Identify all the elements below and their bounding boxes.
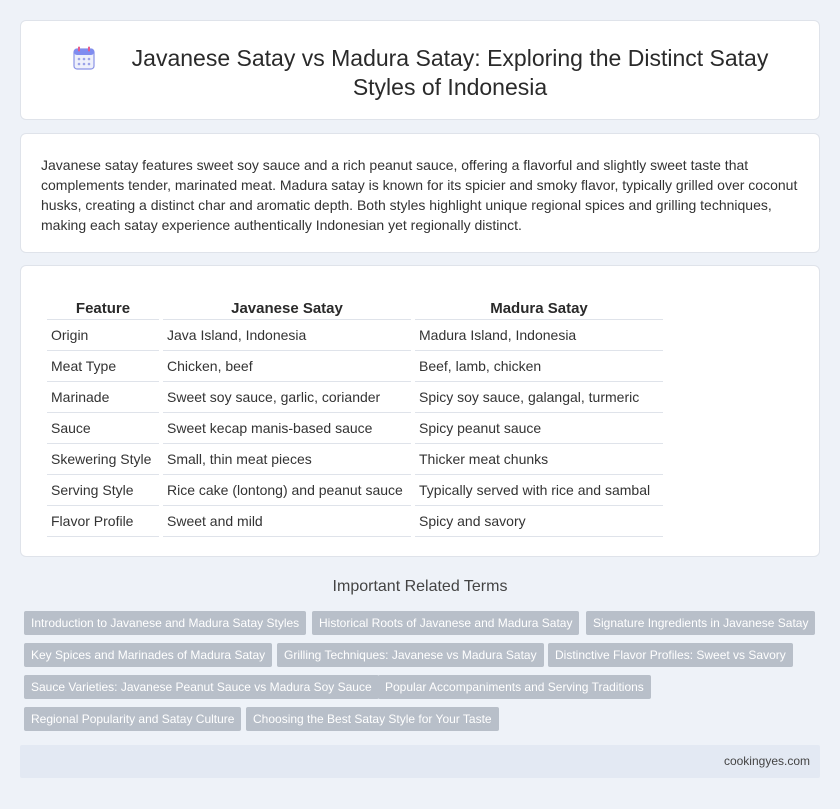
related-term-tag[interactable]: Introduction to Javanese and Madura Satay Styles	[24, 611, 306, 635]
row-feature: Origin	[47, 320, 159, 351]
related-term-tag[interactable]: Historical Roots of Javanese and Madura Satay	[312, 611, 579, 635]
related-term-tag[interactable]: Sauce Varieties: Javanese Peanut Sauce vs Madura Soy Sauce	[24, 675, 379, 699]
header-feature: Feature	[47, 294, 159, 320]
table-header-row	[47, 294, 663, 320]
row-javanese: Sweet kecap manis-based sauce	[163, 413, 411, 444]
row-feature: Skewering Style	[47, 444, 159, 475]
row-javanese: Sweet and mild	[163, 506, 411, 537]
table-row	[47, 475, 663, 506]
comparison-table	[43, 294, 667, 537]
related-term-tag[interactable]: Key Spices and Marinades of Madura Satay	[24, 643, 272, 667]
footer-site[interactable]: cookingyes.com	[723, 754, 810, 768]
table-row	[47, 413, 663, 444]
row-javanese: Rice cake (lontong) and peanut sauce	[163, 475, 411, 506]
table-row	[47, 320, 663, 351]
row-javanese: Sweet soy sauce, garlic, coriander	[163, 382, 411, 413]
related-term-tag[interactable]: Regional Popularity and Satay Culture	[24, 707, 241, 731]
footer-bar	[20, 745, 820, 778]
row-madura: Spicy peanut sauce	[415, 413, 663, 444]
row-madura: Typically served with rice and sambal	[415, 475, 663, 506]
related-term-tag[interactable]: Distinctive Flavor Profiles: Sweet vs Savory	[548, 643, 793, 667]
header-madura: Madura Satay	[415, 294, 663, 320]
row-madura: Spicy and savory	[415, 506, 663, 537]
row-javanese: Small, thin meat pieces	[163, 444, 411, 475]
row-madura: Thicker meat chunks	[415, 444, 663, 475]
row-javanese: Java Island, Indonesia	[163, 320, 411, 351]
table-row	[47, 382, 663, 413]
row-feature: Serving Style	[47, 475, 159, 506]
related-term-tag[interactable]: Popular Accompaniments and Serving Traditions	[378, 675, 651, 699]
row-javanese: Chicken, beef	[163, 351, 411, 382]
row-madura: Spicy soy sauce, galangal, turmeric	[415, 382, 663, 413]
related-term-tag[interactable]: Signature Ingredients in Javanese Satay	[586, 611, 815, 635]
description-card	[20, 133, 820, 253]
row-feature: Meat Type	[47, 351, 159, 382]
comparison-card	[20, 265, 820, 557]
title-card	[20, 20, 820, 120]
related-term-tag[interactable]: Grilling Techniques: Javanese vs Madura Satay	[277, 643, 544, 667]
table-row	[47, 351, 663, 382]
table-row	[47, 444, 663, 475]
row-madura: Beef, lamb, chicken	[415, 351, 663, 382]
row-feature: Sauce	[47, 413, 159, 444]
page-title: Javanese Satay vs Madura Satay: Exploring the Distinct Satay Styles of Indonesia	[131, 45, 769, 100]
row-feature: Marinade	[47, 382, 159, 413]
row-feature: Flavor Profile	[47, 506, 159, 537]
related-term-tag[interactable]: Choosing the Best Satay Style for Your Taste	[246, 707, 499, 731]
header-javanese: Javanese Satay	[163, 294, 411, 320]
table-row	[47, 506, 663, 537]
description-text: Javanese satay features sweet soy sauce and a rich peanut sauce, offering a flavorful and slightly sweet taste that complements tender, marinated meat. Madura satay is known for its spicier and smoky flavor, typically grilled over coconut husks, creating a distinct char and aromatic depth. Both styles highlight unique regional spices and grilling techniques, making each satay experience authentically Indonesian yet regionally distinct.	[41, 157, 798, 233]
related-terms-heading: Important Related Terms	[332, 578, 508, 595]
row-madura: Madura Island, Indonesia	[415, 320, 663, 351]
